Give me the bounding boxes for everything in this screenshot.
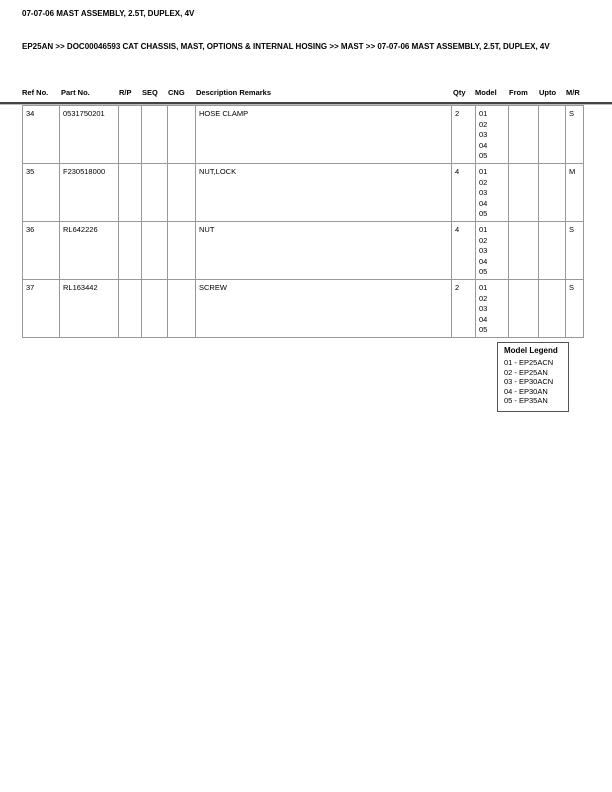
model-code: 01 xyxy=(479,283,488,292)
model-code: 02 xyxy=(479,235,488,245)
cell-rp xyxy=(119,164,142,222)
cell-rp xyxy=(119,106,142,164)
cell-part: RL642226 xyxy=(60,222,119,280)
cell-qty: 4 xyxy=(452,222,476,280)
model-code: 01 xyxy=(479,109,488,118)
model-legend-item: 03 - EP30ACN xyxy=(504,377,554,386)
cell-desc: SCREW xyxy=(196,280,452,338)
model-code: 04 xyxy=(479,140,488,150)
col-header-upto: Upto xyxy=(539,88,557,97)
model-legend-item: 01 - EP25ACN xyxy=(504,358,554,367)
model-code: 03 xyxy=(479,130,488,139)
col-header-qty: Qty xyxy=(453,88,466,97)
model-legend-item: 02 - EP25AN xyxy=(504,367,548,377)
cell-seq xyxy=(142,164,168,222)
cell-ref: 36 xyxy=(23,222,60,280)
cell-upto xyxy=(539,164,566,222)
cell-cng xyxy=(168,280,196,338)
table-row xyxy=(23,164,584,222)
cell-ref: 35 xyxy=(23,164,60,222)
col-header-desc: Description Remarks xyxy=(196,88,272,97)
cell-part: F230518000 xyxy=(60,164,119,222)
col-header-model: Model xyxy=(475,88,497,97)
cell-from xyxy=(509,280,539,338)
cell-model xyxy=(476,280,509,338)
model-code: 03 xyxy=(479,304,488,313)
model-code: 02 xyxy=(479,293,488,303)
model-code: 02 xyxy=(479,177,488,187)
model-code: 02 xyxy=(479,119,488,129)
cell-upto xyxy=(539,106,566,164)
table-row xyxy=(23,106,584,164)
model-legend-title: Model Legend xyxy=(504,346,558,355)
cell-cng xyxy=(168,106,196,164)
cell-mr: S xyxy=(566,106,584,164)
cell-seq xyxy=(142,106,168,164)
cell-desc: NUT xyxy=(196,222,452,280)
model-legend-item: 05 - EP35AN xyxy=(504,396,548,405)
model-code: 03 xyxy=(479,188,488,197)
cell-cng xyxy=(168,222,196,280)
cell-mr: S xyxy=(566,280,584,338)
cell-rp xyxy=(119,280,142,338)
col-header-ref: Ref No. xyxy=(22,88,49,97)
cell-ref: 37 xyxy=(23,280,60,338)
cell-model xyxy=(476,106,509,164)
cell-part: 0531750201 xyxy=(60,106,119,164)
page-title: 07-07-06 MAST ASSEMBLY, 2.5T, DUPLEX, 4V xyxy=(22,9,195,18)
col-header-cng: CNG xyxy=(168,88,185,97)
parts-table xyxy=(22,105,584,338)
cell-model xyxy=(476,222,509,280)
cell-mr: S xyxy=(566,222,584,280)
cell-ref: 34 xyxy=(23,106,60,164)
table-row xyxy=(23,222,584,280)
model-code: 01 xyxy=(479,167,488,176)
cell-rp xyxy=(119,222,142,280)
col-header-from: From xyxy=(509,88,528,97)
col-header-rp: R/P xyxy=(119,88,132,97)
cell-qty: 2 xyxy=(452,106,476,164)
cell-desc: NUT,LOCK xyxy=(196,164,452,222)
table-row xyxy=(23,280,584,338)
cell-upto xyxy=(539,222,566,280)
model-legend xyxy=(497,342,569,412)
cell-desc: HOSE CLAMP xyxy=(196,106,452,164)
cell-cng xyxy=(168,164,196,222)
model-code: 05 xyxy=(479,151,488,160)
model-code: 01 xyxy=(479,225,488,234)
model-code: 04 xyxy=(479,314,488,324)
model-code: 04 xyxy=(479,256,488,266)
cell-seq xyxy=(142,280,168,338)
cell-qty: 2 xyxy=(452,280,476,338)
cell-upto xyxy=(539,280,566,338)
breadcrumb: EP25AN >> DOC00046593 CAT CHASSIS, MAST, OPTIONS & INTERNAL HOSING >> MAST >> 07-07-06 MAST ASSEMBLY, 2.5T, DUPLEX, 4V xyxy=(22,42,550,51)
cell-qty: 4 xyxy=(452,164,476,222)
model-code: 05 xyxy=(479,325,488,334)
cell-from xyxy=(509,222,539,280)
model-legend-item: 04 - EP30AN xyxy=(504,386,548,396)
cell-seq xyxy=(142,222,168,280)
col-header-seq: SEQ xyxy=(142,88,158,97)
model-code: 04 xyxy=(479,198,488,208)
model-code: 05 xyxy=(479,267,488,276)
cell-mr: M xyxy=(566,164,584,222)
cell-from xyxy=(509,106,539,164)
cell-part: RL163442 xyxy=(60,280,119,338)
cell-model xyxy=(476,164,509,222)
col-header-part: Part No. xyxy=(61,88,90,97)
model-code: 05 xyxy=(479,209,488,218)
model-code: 03 xyxy=(479,246,488,255)
col-header-mr: M/R xyxy=(566,88,580,97)
cell-from xyxy=(509,164,539,222)
